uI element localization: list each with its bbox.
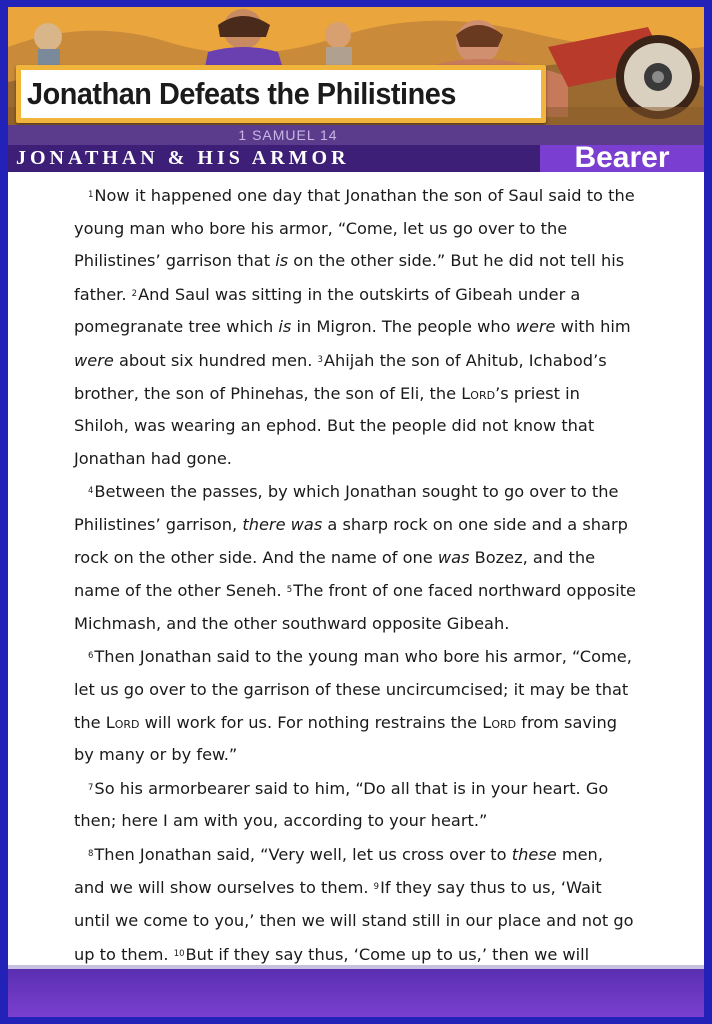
verse-number: 6 [88,651,94,662]
footer-band [8,969,704,1017]
verse-text: men, and we will show ourselves to them. [74,844,603,898]
page [8,7,704,1017]
paragraph-5 [74,838,636,971]
verse-text: a sharp rock on one side and a sharp rock on the other side. And the name of one [74,514,628,567]
small-caps-lord: Lord [461,383,496,403]
verse-number: 9 [373,882,380,893]
paragraph-3 [74,640,636,771]
verse-text: will work for us. For nothing restrains the [139,712,483,732]
title-box [16,65,546,123]
small-caps-lord: Lord [482,712,517,732]
verse-number: 8 [88,848,94,859]
italic-text: these [511,844,557,864]
verse-text: But if they say thus, ‘Come up to us,’ then we will [185,944,590,964]
scripture-reference: 1 SAMUEL 14 [238,127,338,143]
verse-text: Bozez, and the name of the other Seneh. [74,547,596,601]
verse-number: 7 [88,782,94,793]
verse-number: 5 [286,585,293,596]
paragraph-4 [74,772,636,838]
verse-text: If they say thus to us, ‘Wait until we come to you,’ then we will stand still in our place and not go up to them. [74,878,634,964]
verse-text: with him [555,317,631,337]
italic-text: is [275,251,289,271]
title-inner [21,70,541,118]
verse-number: 3 [317,354,323,365]
verse-text: on the other side.” But he did not tell his father. [74,251,625,304]
subtitle-tail: Bearer [574,141,670,172]
verse-text: The front of one faced northward opposite Michmash, and the other southward opposite Gibeah. [74,581,637,633]
verse-number: 10 [173,948,185,959]
verse-text: Ahijah the son of Ahitub, Ichabod’s brother, the son of Phinehas, the son of Eli, the [74,350,607,403]
verse-text: Then Jonathan said, “Very well, let us cross over to [94,844,512,864]
verse-text: Now it happened one day that Jonathan the son of Saul said to the young man who bore his armor, “Come, let us go over to the Philistines’ garrison that [74,186,635,271]
verse-text: ’s priest in Shiloh, was wearing an ephod. But the people did not know that Jonathan had gone. [74,383,595,468]
verse-text: about six hundred men. [113,350,318,370]
italic-text: were [515,317,556,337]
verse-text: Between the passes, by which Jonathan sought to go over to the Philistines’ garrison, [74,482,619,534]
verse-text: And Saul was sitting in the outskirts of Gibeah under a pomegranate tree which [74,284,581,337]
small-caps-lord: Lord [105,712,140,732]
italic-text: were [74,350,114,370]
scripture-passage [74,179,636,971]
header-banner [8,7,704,172]
italic-text: was [437,547,470,567]
italic-text: there was [242,514,323,534]
verse-text: Then Jonathan said to the young man who bore his armor, “Come, let us go over to the garrison of these uncircumcised; it may be that the [74,647,632,732]
page-title: Jonathan Defeats the Philistines [27,76,456,111]
verse-number: 4 [88,486,94,497]
paragraph-2 [74,475,636,640]
verse-text: from saving by many or by few.” [74,712,618,765]
verse-text: in Migron. The people who [291,317,516,337]
verse-text: So his armorbearer said to him, “Do all that is in your heart. Go then; here I am with you, according to your heart.” [74,778,609,831]
paragraph-1 [74,179,636,475]
verse-number: 2 [131,288,138,299]
verse-number: 1 [88,190,94,200]
subtitle: JONATHAN & HIS ARMOR [16,147,350,169]
italic-text: is [278,317,292,337]
